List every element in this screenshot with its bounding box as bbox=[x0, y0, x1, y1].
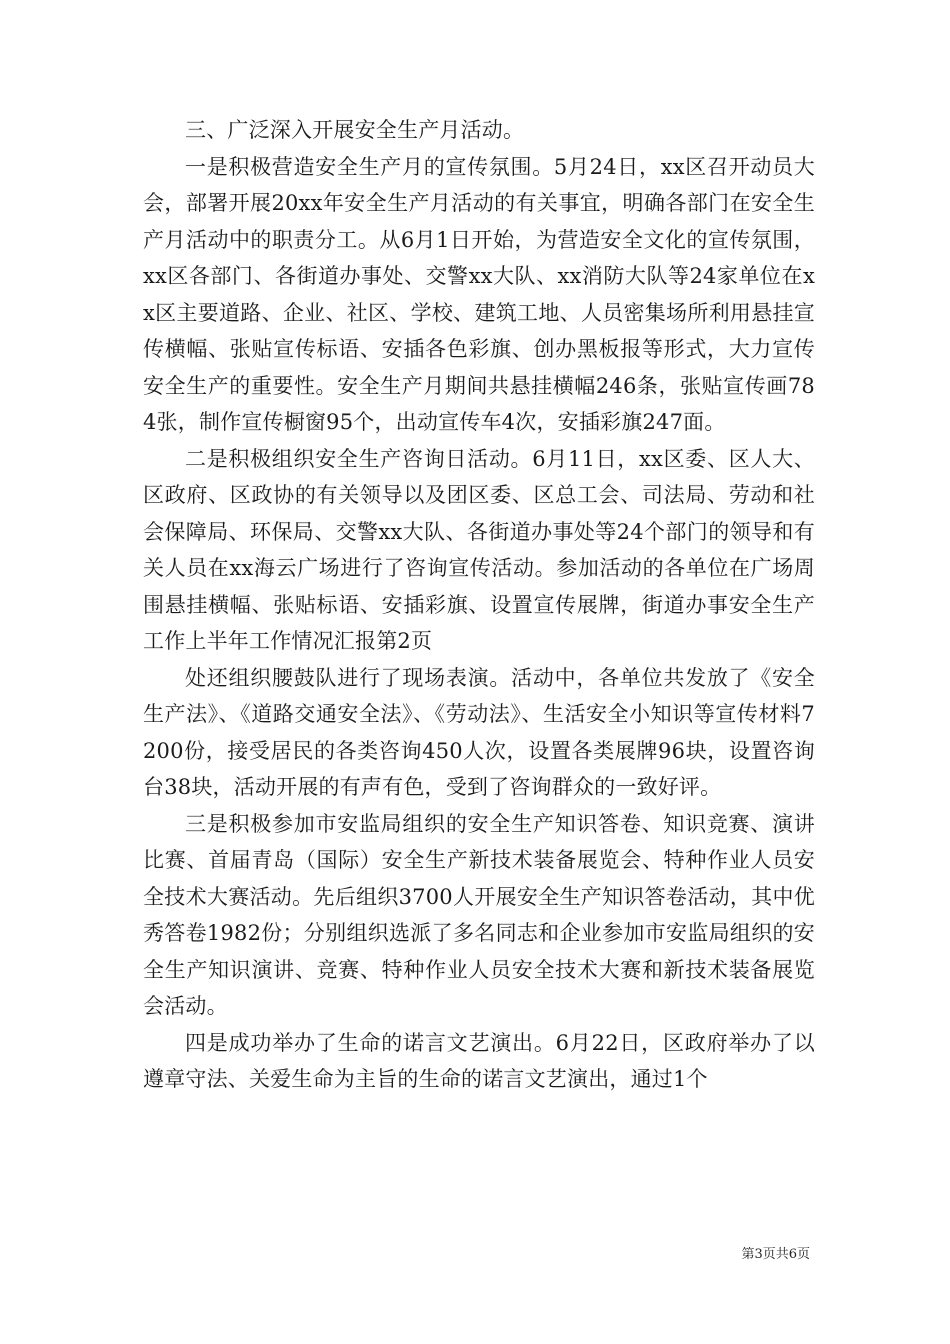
paragraph: 四是成功举办了生命的诺言文艺演出。6月22日，区政府举办了以遵章守法、关爱生命为主旨的生命的诺言文艺演出，通过1个 bbox=[143, 1030, 815, 1091]
document-body bbox=[143, 112, 815, 1098]
paragraph-heading: 三、广泛深入开展安全生产月活动。 bbox=[185, 118, 525, 142]
paragraph: 处还组织腰鼓队进行了现场表演。活动中，各单位共发放了《安全生产法》、《道路交通安全法》、《劳动法》、生活安全小知识等宣传材料7200份，接受居民的各类咨询450人次，设置各类展牌96块，设置咨询台38块，活动开展的有声有色，受到了咨询群众的一致好评。 bbox=[143, 665, 815, 799]
paragraph: 二是积极组织安全生产咨询日活动。6月11日，xx区委、区人大、区政府、区政协的有关领导以及团区委、区总工会、司法局、劳动和社会保障局、环保局、交警xx大队、各街道办事处等24个部门的领导和有关人员在xx海云广场进行了咨询宣传活动。参加活动的各单位在广场周围悬挂横幅、张贴标语、安插彩旗、设置宣传展牌，街道办事安全生产工作上半年工作情况汇报第2页 bbox=[143, 446, 815, 653]
paragraph: 一是积极营造安全生产月的宣传氛围。5月24日，xx区召开动员大会，部署开展20xx年安全生产月活动的有关事宜，明确各部门在安全生产月活动中的职责分工。从6月1日开始，为营造安全文化的宣传氛围，xx区各部门、各街道办事处、交警xx大队、xx消防大队等24家单位在xx区主要道路、企业、社区、学校、建筑工地、人员密集场所利用悬挂宣传横幅、张贴宣传标语、安插各色彩旗、创办黑板报等形式，大力宣传安全生产的重要性。安全生产月期间共悬挂横幅246条，张贴宣传画784张，制作宣传橱窗95个，出动宣传车4次，安插彩旗247面。 bbox=[143, 154, 815, 434]
page-number: 第3页共6页 bbox=[741, 1247, 810, 1262]
paragraph: 三是积极参加市安监局组织的安全生产知识答卷、知识竞赛、演讲比赛、首届青岛（国际）安全生产新技术装备展览会、特种作业人员安全技术大赛活动。先后组织3700人开展安全生产知识答卷活动，其中优秀答卷1982份；分别组织选派了多名同志和企业参加市安监局组织的安全生产知识演讲、竞赛、特种作业人员安全技术大赛和新技术装备展览会活动。 bbox=[143, 811, 815, 1018]
